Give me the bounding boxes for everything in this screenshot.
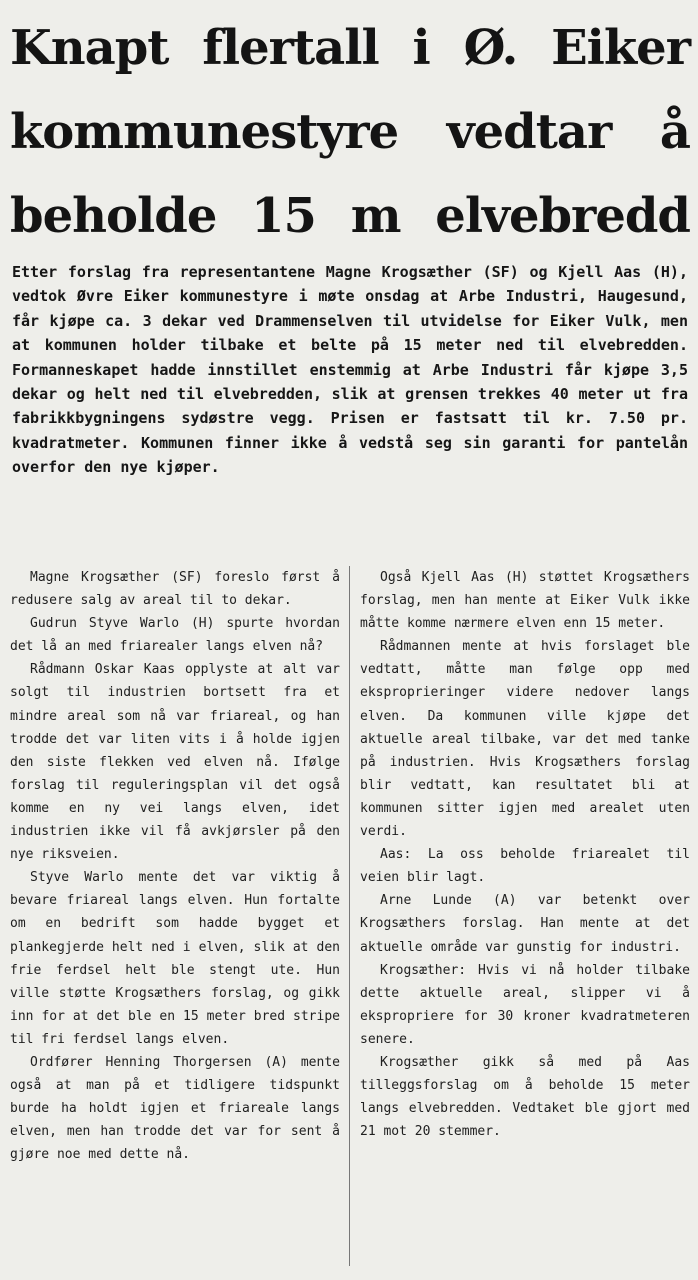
paragraph: Rådmannen mente at hvis forslaget ble vedtatt, måtte man følge opp med eksproprieringer videre nedover langs elven. Da kommunen ville kjøpe det aktuelle areal tilbake, var det med tanke på industrien. Hvis Krogsæthers forslag blir vedtatt, kan resultatet bli at kommunen sitter igjen med arealet uten verdi. <box>360 639 690 840</box>
lead-paragraph: Etter forslag fra representantene Magne Krogsæther (SF) og Kjell Aas (H), vedtok Øvre Eiker kommunestyre i møte onsdag at Arbe Industri, Haugesund, får kjøpe ca. 3 dekar ved Drammenselven til utvidelse for Eiker Vulk, men at kommunen holder tilbake et belte på 15 meter ned til elvebredden. Formanneskapet hadde innstillet enstemmig at Arbe Industri får kjøpe 3,5 dekar og helt ned til elvebredden, slik at grensen trekkes 40 meter ut fra fabrikkbygningens sydøstre vegg. Prisen er fastsatt til kr. 7.50 pr. kvadratmeter. Kommunen finner ikke å vedstå seg sin garanti for pantelån overfor den nye kjøper. <box>12 263 688 477</box>
column-divider <box>349 566 350 1266</box>
paragraph: Magne Krogsæther (SF) foreslo først å redusere salg av areal til to dekar. <box>10 570 340 609</box>
paragraph: Krogsæther: Hvis vi nå holder tilbake dette aktuelle areal, slipper vi å ekspropriere for 30 kroner kvadratmeteren senere. <box>360 962 690 1047</box>
paragraph: Ordfører Henning Thorgersen (A) mente også at man på et tidligere tidspunkt burde ha holdt igjen et friareale langs elven, men han trodde det var for sent å gjøre noe med dette nå. <box>10 1054 340 1163</box>
paragraph: Gudrun Styve Warlo (H) spurte hvordan det lå an med friarealer langs elven nå? <box>10 616 340 655</box>
headline-line-1: Knapt flertall i Ø. Eiker <box>10 20 690 76</box>
paragraph: Aas: La oss beholde friarealet til veien blir lagt. <box>360 847 690 886</box>
paragraph: Rådmann Oskar Kaas opplyste at alt var solgt til industrien bortsett fra et mindre areal som nå var friareal, og han trodde det var liten vits i å holde igjen den siste flekken ved elven nå. Ifølge forslag til reguleringsplan vil det også komme en ny vei langs elven, idet industrien ikke vil få avkjørsler på den nye riksveien. <box>10 662 340 863</box>
paragraph: Styve Warlo mente det var viktig å bevare friareal langs elven. Hun fortalte om en bedrift som hadde bygget et plankegjerde helt ned i elven, slik at den frie ferdsel helt ble stengt ute. Hun ville støtte Krogsæthers forslag, og gikk inn for at det ble en 15 meter bred stripe til fri ferdsel langs elven. <box>10 870 340 1047</box>
paragraph: Også Kjell Aas (H) støttet Krogsæthers forslag, men han mente at Eiker Vulk ikke måtte komme nærmere elven enn 15 meter. <box>360 570 690 632</box>
headline-line-2: kommunestyre vedtar å <box>10 104 690 160</box>
paragraph: Arne Lunde (A) var betenkt over Krogsæthers forslag. Han mente at det aktuelle område var gunstig for industri. <box>360 893 690 955</box>
body-column-left <box>10 566 340 1166</box>
paragraph: Krogsæther gikk så med på Aas tilleggsforslag om å beholde 15 meter langs elvebredden. Vedtaket ble gjort med 21 mot 20 stemmer. <box>360 1054 690 1140</box>
headline-line-3: beholde 15 m elvebredd <box>10 188 690 244</box>
headline <box>10 6 690 258</box>
body-column-right <box>360 566 690 1143</box>
